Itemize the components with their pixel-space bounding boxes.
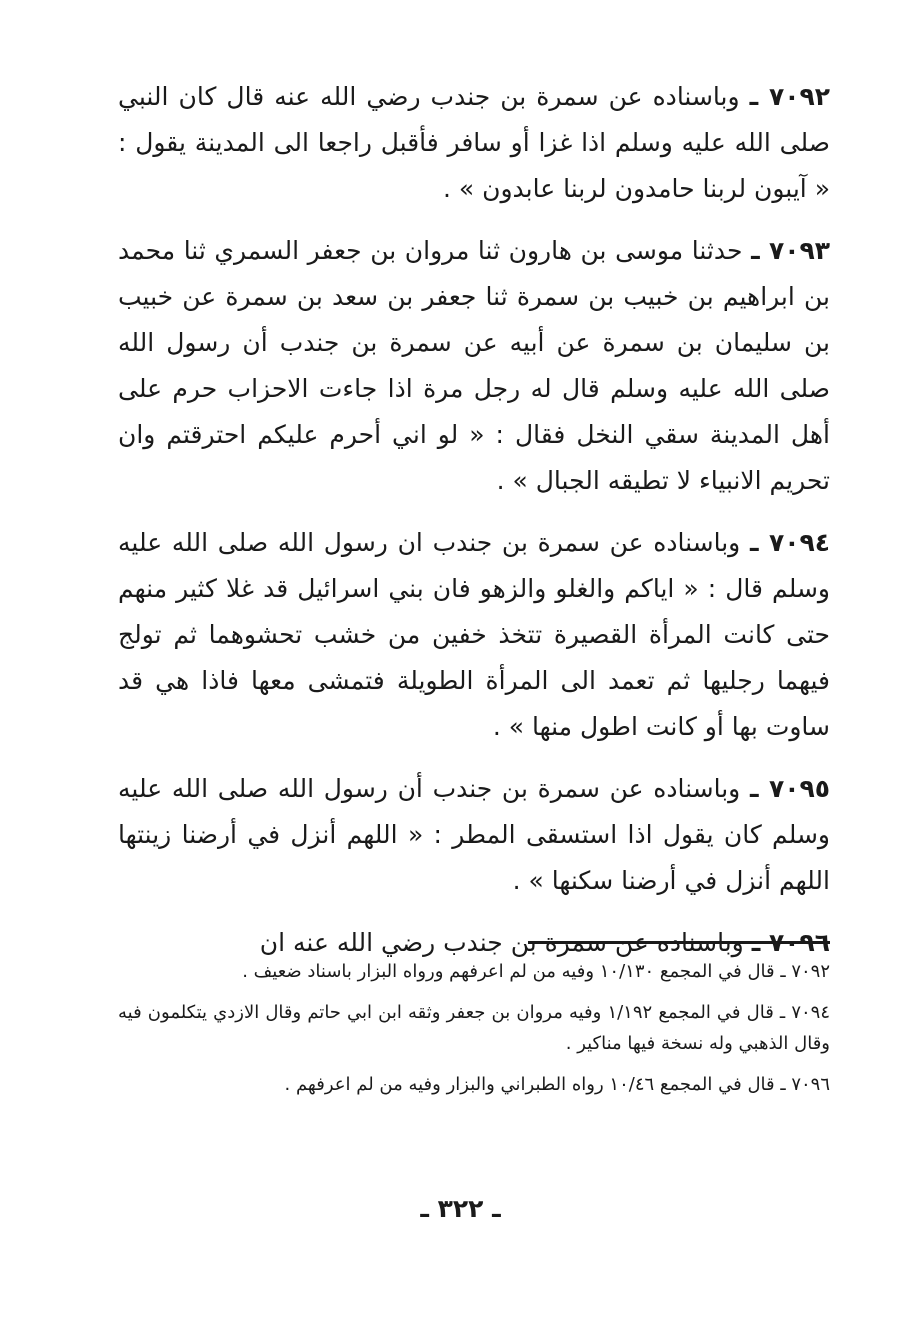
hadith-text: وباسناده عن سمرة بن جندب ان رسول الله صلى الله عليه وسلم قال : « اياكم والغلو والزهو فان بني اسرائيل قد غلا كثير منهم حتى كانت المرأة القصيرة تتخذ خفين من خشب تحشوهما ثم تولج فيهما رجليها ثم تعمد الى المرأة الطويلة فتمشى معها فاذا هي قد ساوت بها أو كانت اطول منها » . xyxy=(118,528,830,741)
footnote-7094: ٧٠٩٤ ـ قال في المجمع ١/١٩٢ وفيه مروان بن جعفر وثقه ابن ابي حاتم وقال الازدي يتكلمون فيه وقال الذهبي وله نسخة فيها مناكير . xyxy=(118,1002,830,1054)
hadith-number: ٧٠٩٣ ـ xyxy=(751,236,830,265)
hadith-number: ٧٠٩٦ ـ xyxy=(751,928,830,957)
footnote-divider xyxy=(528,941,830,944)
page-number: ـ ٣٢٢ ـ xyxy=(420,1194,501,1223)
hadith-paragraph xyxy=(118,766,830,904)
hadith-number: ٧٠٩٤ ـ xyxy=(749,528,831,557)
hadith-7095 xyxy=(118,766,830,904)
hadith-7093 xyxy=(118,228,830,504)
hadith-text: حدثنا موسى بن هارون ثنا مروان بن جعفر السمري ثنا محمد بن ابراهيم بن خبيب بن سمرة ثنا جعفر بن سعد بن سمرة عن خبيب بن سليمان بن سمرة عن أبيه عن سمرة بن جندب أن رسول الله صلى الله عليه وسلم قال له رجل مرة اذا جاءت الاحزاب حرم على أهل المدينة سقي النخل فقال : « لو اني أحرم عليكم احترقتم وان تحريم الانبياء لا تطيقه الجبال » . xyxy=(118,236,830,495)
hadith-text: وباسناده عن سمرة بن جندب رضي الله عنه ان xyxy=(259,928,744,957)
footnote-7092: ٧٠٩٢ ـ قال في المجمع ١٠/١٣٠ وفيه من لم اعرفهم ورواه البزار باسناد ضعيف . xyxy=(242,961,830,982)
footnotes xyxy=(118,956,830,1110)
hadith-paragraph xyxy=(118,520,830,750)
hadith-text: وباسناده عن سمرة بن جندب رضي الله عنه قال كان النبي صلى الله عليه وسلم اذا غزا أو سافر فأقبل راجعا الى المدينة يقول : « آيبون لربنا حامدون لربنا عابدون » . xyxy=(118,82,830,203)
hadith-paragraph xyxy=(118,74,830,212)
footnote-7096: ٧٠٩٦ ـ قال في المجمع ١٠/٤٦ رواه الطبراني والبزار وفيه من لم اعرفهم . xyxy=(284,1074,830,1095)
main-text xyxy=(118,74,830,982)
hadith-7092 xyxy=(118,74,830,212)
hadith-text: وباسناده عن سمرة بن جندب أن رسول الله صلى الله عليه وسلم كان يقول اذا استسقى المطر : « اللهم أنزل في أرضنا زينتها اللهم أنزل في أرضنا سكنها » . xyxy=(118,774,830,895)
hadith-number: ٧٠٩٥ ـ xyxy=(749,774,831,803)
hadith-number: ٧٠٩٢ ـ xyxy=(749,82,831,111)
hadith-7094 xyxy=(118,520,830,750)
hadith-paragraph xyxy=(118,228,830,504)
